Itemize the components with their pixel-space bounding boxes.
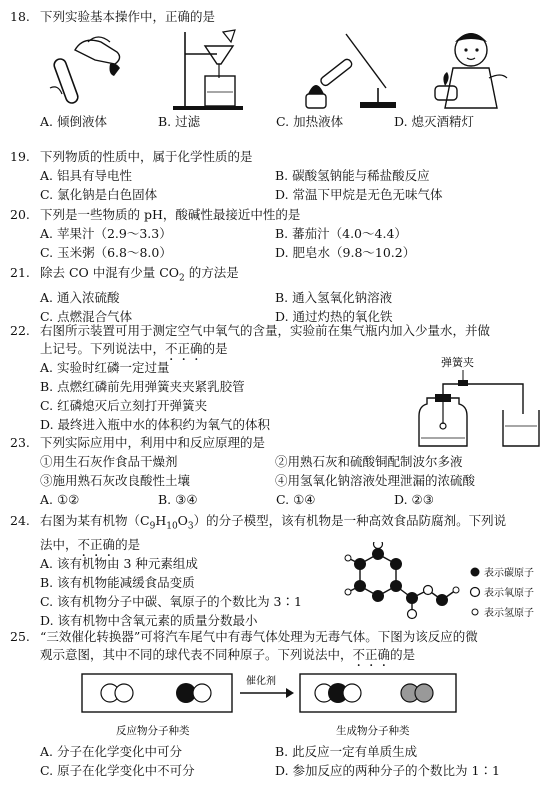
option-b: B. 通入氢氧化钠溶液 xyxy=(275,289,393,305)
question-stem-continued: 法中，不正确的是 xyxy=(40,536,141,552)
option-a: A. 实验时红磷一定过量 xyxy=(40,360,170,375)
figure-extinguish-lamp xyxy=(427,28,545,112)
option-d: D. 参加反应的两种分子的个数比为 1∶1 xyxy=(275,763,500,778)
option-a: A. 该有机物由 3 种元素组成 xyxy=(40,555,198,571)
question-stem: 右图为某有机物$(C_9H_{10}O_3)$的分子模型，该有机物是一种高效食品防腐剂。下列说 xyxy=(40,513,507,532)
option-d: D. 最终进入瓶中水的体积约为氧气的体积 xyxy=(40,417,271,432)
option-b: B. ③④ xyxy=(158,492,198,507)
option-a: A. ①② xyxy=(40,492,80,507)
question-number: 23. xyxy=(10,435,30,450)
arrow-icon xyxy=(286,688,294,698)
statement-2: ②用熟石灰和硫酸铜配制波尔多液 xyxy=(275,454,463,469)
option-c: C. 该有机物分子中碳、氧原子的个数比为 3∶1 xyxy=(40,593,302,609)
option-a: A. 铝具有导电性 xyxy=(40,168,132,183)
catalyst-label: 催化剂 xyxy=(246,676,276,687)
statement-1: ①用生石灰作食品干燥剂 xyxy=(40,454,178,469)
option-d: D. ②③ xyxy=(394,492,434,507)
product-caption: 生成物分子种类 xyxy=(336,725,410,737)
carbon-legend-icon xyxy=(471,568,480,577)
filter-illustration xyxy=(169,28,279,112)
hydrogen-legend-icon xyxy=(472,609,478,615)
question-number: 24. xyxy=(10,513,30,528)
pour-liquid-illustration xyxy=(40,28,150,112)
option-a: A. 分子在化学变化中可分 xyxy=(40,744,182,759)
option-b: B. 该有机物能减缓食品变质 xyxy=(40,574,195,590)
option-c: C. 加热液体 xyxy=(276,114,344,129)
figure-heat-liquid xyxy=(298,28,416,112)
question-21 xyxy=(10,264,545,326)
question-23 xyxy=(10,434,545,509)
figure-pour-liquid xyxy=(40,28,158,112)
spring-clip-label: 弹簧夹 xyxy=(441,356,474,369)
question-stem-continued: 上记号。下列说法中，不正确的是 xyxy=(40,341,228,356)
question-stem: 下列是一些物质的 pH，酸碱性最接近中性的是 xyxy=(40,207,301,222)
question-number: 19. xyxy=(10,149,30,164)
question-19 xyxy=(10,148,545,204)
question-18 xyxy=(10,8,545,131)
statement-4: ④用氢氧化钠溶液处理泄漏的浓硫酸 xyxy=(275,473,476,488)
option-b: B. 过滤 xyxy=(158,114,201,129)
question-number: 22. xyxy=(10,323,30,338)
question-25 xyxy=(10,628,545,780)
option-d: D. 该有机物中含氧元素的质量分数最小 xyxy=(40,612,258,628)
question-number: 18. xyxy=(10,9,30,24)
question-number: 25. xyxy=(10,629,30,644)
question-stem: 下列实验基本操作中，正确的是 xyxy=(40,9,216,24)
question-24 xyxy=(10,512,545,630)
option-d: D. 肥皂水（9.8～10.2） xyxy=(275,245,416,260)
option-b: B. 碳酸氢钠能与稀盐酸反应 xyxy=(275,168,430,183)
question-number: 21. xyxy=(10,265,30,280)
oxygen-legend-icon xyxy=(471,588,480,597)
figure-filter xyxy=(169,28,287,112)
option-c: C. 红磷熄灭后立刻打开弹簧夹 xyxy=(40,398,208,413)
q18-figures xyxy=(10,28,545,112)
option-c: C. 点燃混合气体 xyxy=(40,308,133,324)
option-d: D. 熄灭酒精灯 xyxy=(394,114,475,129)
option-c: C. 原子在化学变化中不可分 xyxy=(40,763,195,778)
heat-liquid-illustration xyxy=(298,28,408,112)
question-number: 20. xyxy=(10,207,30,222)
legend-carbon: 表示碳原子 xyxy=(484,568,534,579)
question-stem: “三效催化转换器”可将汽车尾气中有毒气体处理为无毒气体。下图为该反应的微 xyxy=(40,629,478,644)
statement-3: ③施用熟石灰改良酸性土壤 xyxy=(40,473,191,488)
option-b: B. 蕃茄汁（4.0～4.4） xyxy=(275,226,407,241)
option-d: D. 常温下甲烷是无色无味气体 xyxy=(275,187,443,202)
legend-oxygen: 表示氧原子 xyxy=(484,588,534,599)
option-a: A. 倾倒液体 xyxy=(40,114,107,129)
reactant-caption: 反应物分子种类 xyxy=(116,725,190,737)
question-stem: 除去 CO 中混有少量 $CO_2$ 的方法是 xyxy=(40,265,239,284)
legend-hydrogen: 表示氢原子 xyxy=(484,608,534,619)
question-22 xyxy=(10,322,545,434)
question-stem: 右图所示装置可用于测定空气中氧气的含量，实验前在集气瓶内加入少量水，并做 xyxy=(40,323,491,338)
question-stem-continued: 观示意图，其中不同的球代表不同种原子。下列说法中，不正确的是 xyxy=(40,647,416,662)
option-b: B. 此反应一定有单质生成 xyxy=(275,744,418,759)
option-d: D. 通过灼热的氧化铁 xyxy=(275,308,393,324)
question-stem: 下列实际应用中，利用中和反应原理的是 xyxy=(40,435,266,450)
reaction-microscopic-figure xyxy=(80,666,460,742)
question-stem: 下列物质的性质中，属于化学性质的是 xyxy=(40,149,253,164)
option-c: C. 氯化钠是白色固体 xyxy=(40,187,158,202)
option-c: C. ①④ xyxy=(276,492,316,507)
extinguish-lamp-illustration xyxy=(427,28,537,112)
option-c: C. 玉米粥（6.8～8.0） xyxy=(40,245,172,260)
question-20 xyxy=(10,206,545,262)
option-a: A. 苹果汁（2.9～3.3） xyxy=(40,226,172,241)
option-a: A. 通入浓硫酸 xyxy=(40,289,120,305)
option-b: B. 点燃红磷前先用弹簧夹夹紧乳胶管 xyxy=(40,379,245,394)
molecule-model-figure xyxy=(330,542,545,642)
